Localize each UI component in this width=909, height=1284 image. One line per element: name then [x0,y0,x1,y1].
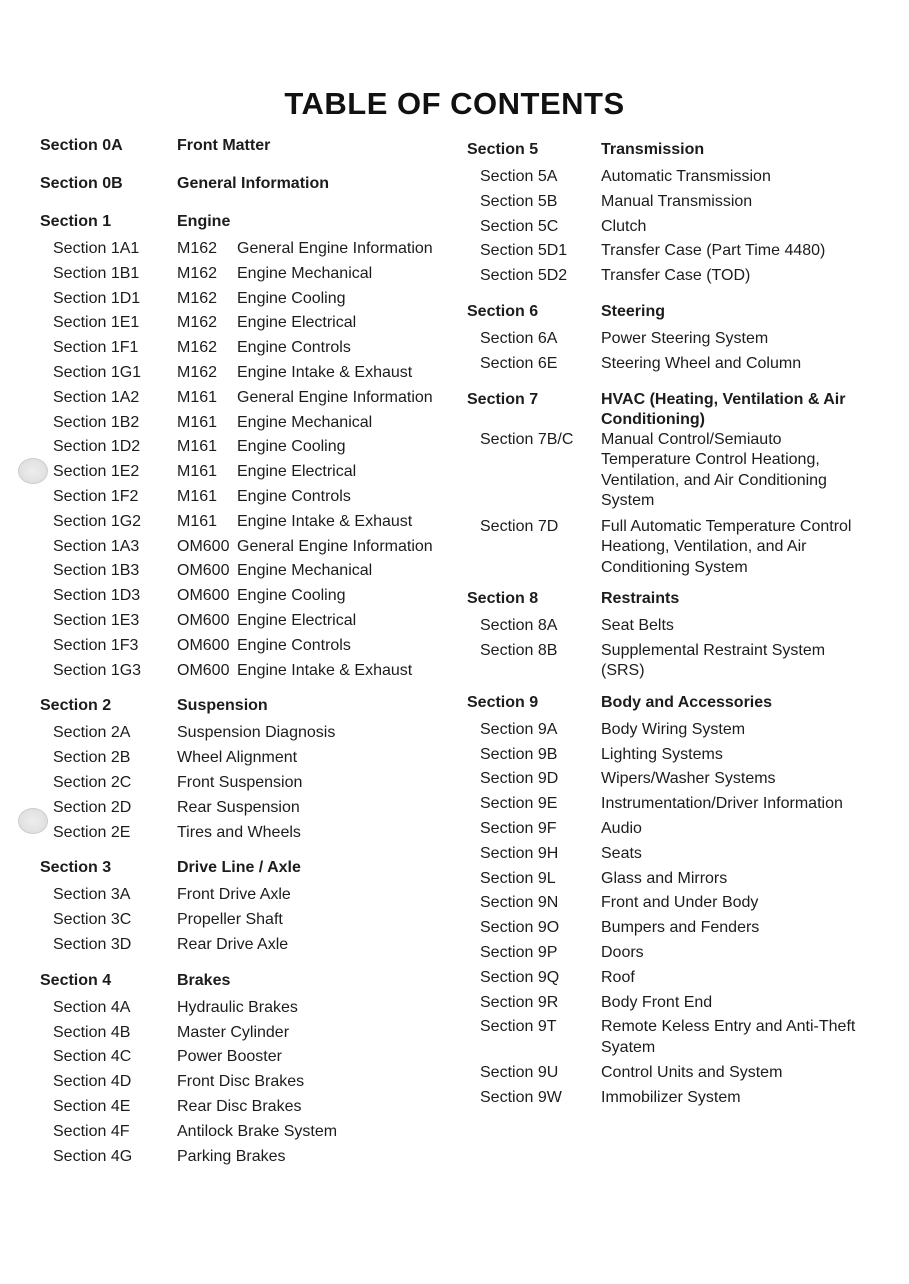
entry-section-number: Section 9E [480,795,558,813]
toc-entry [467,329,887,354]
toc-entry [40,823,460,848]
section-title: Restraints [601,590,680,608]
entry-title: Wipers/Washer Systems [601,770,776,788]
toc-entry [40,723,460,748]
entry-title: Power Steering System [601,329,769,347]
toc-heading [40,696,460,723]
entry-section-number: Section 8A [480,617,558,635]
entry-title: General Engine Information [237,537,433,555]
entry-title: Remote Keless Entry and Anti-Theft Syatem [601,1018,856,1056]
toc-heading [467,390,887,430]
entry-title: Engine Electrical [237,611,357,629]
entry-title: Suspension Diagnosis [177,724,336,742]
entry-title: Engine Intake & Exhaust [237,363,413,381]
entry-title: Steering Wheel and Column [601,354,802,372]
toc-heading [40,858,460,885]
entry-title: Control Units and System [601,1064,783,1082]
entry-title: Instrumentation/Driver Information [601,795,843,813]
entry-section-number: Section 9R [480,993,559,1011]
toc-heading [40,212,460,239]
section-number: Section 1 [40,213,112,230]
entry-title: Glass and Mirrors [601,869,728,887]
toc-entry [40,636,460,661]
toc-entry [467,769,887,794]
entry-section-number: Section 1B3 [53,562,140,580]
toc-entry [467,869,887,894]
toc-entry [40,611,460,636]
entry-title: Body Front End [601,993,713,1011]
entry-title: Engine Mechanical [237,264,373,282]
entry-section-number: Section 7D [480,517,559,535]
section-number: Section 8 [467,590,539,608]
engine-code: M162 [177,363,218,381]
toc-entry [40,885,460,910]
entry-title: Engine Cooling [237,438,346,456]
toc-entry [40,1122,460,1147]
section-title: General Information [177,175,330,192]
entry-title: Hydraulic Brakes [177,998,298,1016]
entry-title: Engine Controls [237,636,351,654]
entry-section-number: Section 4F [53,1122,130,1140]
entry-section-number: Section 4E [53,1097,131,1115]
entry-title: Doors [601,944,644,962]
entry-title: Master Cylinder [177,1023,290,1041]
entry-section-number: Section 1G1 [53,363,142,381]
toc-entry [40,1147,460,1172]
engine-code: M162 [177,289,218,307]
toc-entry [40,388,460,413]
toc-entry [467,819,887,844]
entry-section-number: Section 1D2 [53,438,141,456]
toc-entry [467,1088,887,1113]
entry-title: Front and Under Body [601,894,759,912]
page-title: TABLE OF CONTENTS [284,86,625,121]
entry-title: Automatic Transmission [601,168,771,185]
toc-heading [40,971,460,998]
entry-section-number: Section 1F2 [53,487,139,505]
engine-code: OM600 [177,636,230,654]
engine-code: M161 [177,413,218,431]
entry-section-number: Section 1B1 [53,264,140,282]
toc-entry [40,437,460,462]
toc-entry [40,748,460,773]
entry-section-number: Section 5A [480,168,558,185]
toc-entry [40,773,460,798]
entry-title: Engine Controls [237,487,351,505]
entry-section-number: Section 9H [480,844,559,862]
entry-title: Full Automatic Temperature Control Heationg, Ventilation, and Air Conditioning System [601,517,852,576]
entry-section-number: Section 9T [480,1018,557,1036]
entry-section-number: Section 8B [480,641,558,659]
engine-code: M162 [177,339,218,357]
entry-title: Manual Transmission [601,192,753,210]
entry-section-number: Section 1E3 [53,611,140,629]
section-number: Section 0A [40,137,123,154]
entry-title: Roof [601,968,635,986]
entry-section-number: Section 4D [53,1073,132,1091]
section-number: Section 3 [40,859,112,877]
engine-code: M161 [177,463,218,481]
entry-section-number: Section 5D2 [480,267,568,285]
entry-title: Antilock Brake System [177,1122,338,1140]
toc-entry [40,935,460,960]
entry-title: Seat Belts [601,617,674,635]
entry-title: Power Booster [177,1048,282,1066]
entry-section-number: Section 9A [480,720,558,738]
section-title: Transmission [601,141,705,158]
toc-entry [40,413,460,438]
entry-section-number: Section 1G2 [53,512,142,530]
toc-entry [467,893,887,918]
entry-title: Front Suspension [177,773,303,791]
entry-title: Clutch [601,217,647,235]
engine-code: M162 [177,264,218,282]
engine-code: M161 [177,438,218,456]
toc-entry [467,745,887,770]
left-column [40,136,460,1182]
entry-section-number: Section 4B [53,1023,131,1041]
entry-section-number: Section 1F3 [53,636,139,654]
entry-section-number: Section 2E [53,823,131,841]
entry-section-number: Section 2A [53,724,131,742]
entry-section-number: Section 9U [480,1064,559,1082]
entry-section-number: Section 1A1 [53,240,140,257]
entry-title: Rear Disc Brakes [177,1097,302,1115]
entry-title: Engine Mechanical [237,562,373,580]
toc-entry [40,586,460,611]
toc-heading [467,589,887,616]
entry-title: Engine Controls [237,339,351,357]
toc-heading [40,174,460,201]
right-column [467,140,887,1124]
entry-section-number: Section 1B2 [53,413,140,431]
toc-entry [467,266,887,291]
entry-section-number: Section 1D1 [53,289,141,307]
entry-section-number: Section 5C [480,217,559,235]
toc-entry [40,1097,460,1122]
section-title: Brakes [177,971,231,989]
entry-section-number: Section 2D [53,798,132,816]
entry-section-number: Section 1E2 [53,463,140,481]
section-number: Section 7 [467,390,539,408]
entry-title: Engine Electrical [237,314,357,332]
toc-entry [40,561,460,586]
toc-group [40,971,460,1172]
entry-title: Engine Mechanical [237,413,373,431]
toc-group [467,589,887,682]
toc-entry [467,430,887,512]
engine-code: OM600 [177,537,230,555]
entry-section-number: Section 4A [53,998,131,1016]
section-title: Front Matter [177,137,271,154]
entry-title: Body Wiring System [601,720,746,738]
toc-group [40,696,460,847]
toc-entry [40,363,460,388]
section-number: Section 6 [467,302,539,320]
toc-entry [467,844,887,869]
toc-entry [40,512,460,537]
toc-entry [467,1017,887,1058]
toc-entry [40,313,460,338]
toc-entry [40,289,460,314]
toc-group [467,390,887,579]
entry-section-number: Section 4G [53,1147,133,1165]
entry-section-number: Section 6A [480,329,558,347]
entry-title: General Engine Information [237,388,433,406]
section-number: Section 2 [40,697,112,715]
toc-entry [40,798,460,823]
entry-section-number: Section 1A2 [53,388,140,406]
toc-entry [467,641,887,682]
entry-title: Engine Intake & Exhaust [237,512,413,530]
entry-section-number: Section 3C [53,911,132,929]
toc-entry [40,1047,460,1072]
entry-title: Wheel Alignment [177,749,298,767]
entry-section-number: Section 9N [480,894,559,912]
section-number: Section 4 [40,971,112,989]
entry-title: Engine Intake & Exhaust [237,661,413,679]
toc-group [467,140,887,291]
toc-entry [467,794,887,819]
toc-heading [467,140,887,167]
entry-title: Transfer Case (TOD) [601,267,751,285]
toc-entry [40,239,460,264]
toc-entry [467,968,887,993]
entry-title: Bumpers and Fenders [601,919,760,937]
toc-entry [40,462,460,487]
toc-entry [40,661,460,686]
entry-section-number: Section 9B [480,745,558,763]
toc-entry [40,264,460,289]
toc-group [40,136,460,163]
toc-entry [467,918,887,943]
entry-title: Rear Suspension [177,798,300,816]
engine-code: M161 [177,512,218,530]
entry-title: Engine Electrical [237,463,357,481]
toc-entry [467,354,887,379]
entry-title: Lighting Systems [601,745,723,763]
toc-entry [467,217,887,242]
entry-title: Propeller Shaft [177,911,283,929]
entry-section-number: Section 6E [480,354,558,372]
entry-title: Engine Cooling [237,587,346,605]
entry-title: Transfer Case (Part Time 4480) [601,242,826,260]
entry-section-number: Section 9D [480,770,559,788]
entry-section-number: Section 2B [53,749,131,767]
entry-section-number: Section 3A [53,886,131,904]
entry-title: Parking Brakes [177,1147,286,1165]
toc-entry [467,616,887,641]
section-title: Suspension [177,697,268,715]
engine-code: OM600 [177,661,230,679]
toc-entry [467,192,887,217]
toc-group [467,693,887,1113]
entry-section-number: Section 9P [480,944,558,962]
toc-entry [40,1072,460,1097]
entry-title: Supplemental Restraint System (SRS) [601,641,826,680]
entry-section-number: Section 9L [480,869,556,887]
section-number: Section 5 [467,141,539,158]
entry-section-number: Section 1A3 [53,537,140,555]
entry-section-number: Section 9O [480,919,560,937]
entry-section-number: Section 1F1 [53,339,139,357]
toc-entry [467,1063,887,1088]
entry-title: Front Disc Brakes [177,1073,305,1091]
section-title: Drive Line / Axle [177,859,301,877]
toc-entry [40,998,460,1023]
section-number: Section 0B [40,175,123,192]
toc-group [40,858,460,959]
toc-heading [467,693,887,720]
engine-code: M161 [177,487,218,505]
entry-title: Immobilizer System [601,1089,741,1107]
toc-entry [467,517,887,579]
toc-group [40,174,460,201]
entry-section-number: Section 1D3 [53,587,141,605]
toc-entry [40,487,460,512]
toc-entry [40,910,460,935]
entry-section-number: Section 2C [53,773,132,791]
toc-entry [40,537,460,562]
entry-section-number: Section 9Q [480,968,560,986]
entry-title: Engine Cooling [237,289,346,307]
toc-entry [467,720,887,745]
entry-section-number: Section 5D1 [480,242,568,260]
section-title: HVAC (Heating, Ventilation & Air Conditioning) [601,390,846,428]
toc-entry [467,241,887,266]
entry-section-number: Section 1E1 [53,314,140,332]
entry-section-number: Section 4C [53,1048,132,1066]
entry-title: Manual Control/Semiauto Temperature Control Heationg, Ventilation, and Air Conditioning System [601,430,827,510]
entry-title: Tires and Wheels [177,823,301,841]
section-title: Steering [601,302,666,320]
toc-entry [40,1023,460,1048]
engine-code: OM600 [177,587,230,605]
toc-group [40,212,460,685]
engine-code: M162 [177,240,218,257]
entry-section-number: Section 3D [53,935,132,953]
toc-entry [467,167,887,192]
section-title: Body and Accessories [601,693,773,711]
section-number: Section 9 [467,693,539,711]
entry-section-number: Section 5B [480,192,558,210]
engine-code: M161 [177,388,218,406]
entry-title: Seats [601,844,642,862]
entry-title: General Engine Information [237,240,433,257]
toc-entry [40,338,460,363]
entry-section-number: Section 1G3 [53,661,142,679]
binder-hole-mark [18,808,48,834]
entry-title: Audio [601,820,642,838]
toc-entry [467,943,887,968]
toc-entry [467,993,887,1018]
toc-heading [467,302,887,329]
entry-section-number: Section 9F [480,820,557,838]
engine-code: M162 [177,314,218,332]
section-title: Engine [177,213,231,230]
entry-title: Rear Drive Axle [177,935,289,953]
entry-section-number: Section 9W [480,1089,562,1107]
entry-title: Front Drive Axle [177,886,291,904]
engine-code: OM600 [177,611,230,629]
entry-section-number: Section 7B/C [480,430,574,448]
binder-hole-mark [18,458,48,484]
toc-heading [40,136,460,163]
toc-group [467,302,887,379]
engine-code: OM600 [177,562,230,580]
